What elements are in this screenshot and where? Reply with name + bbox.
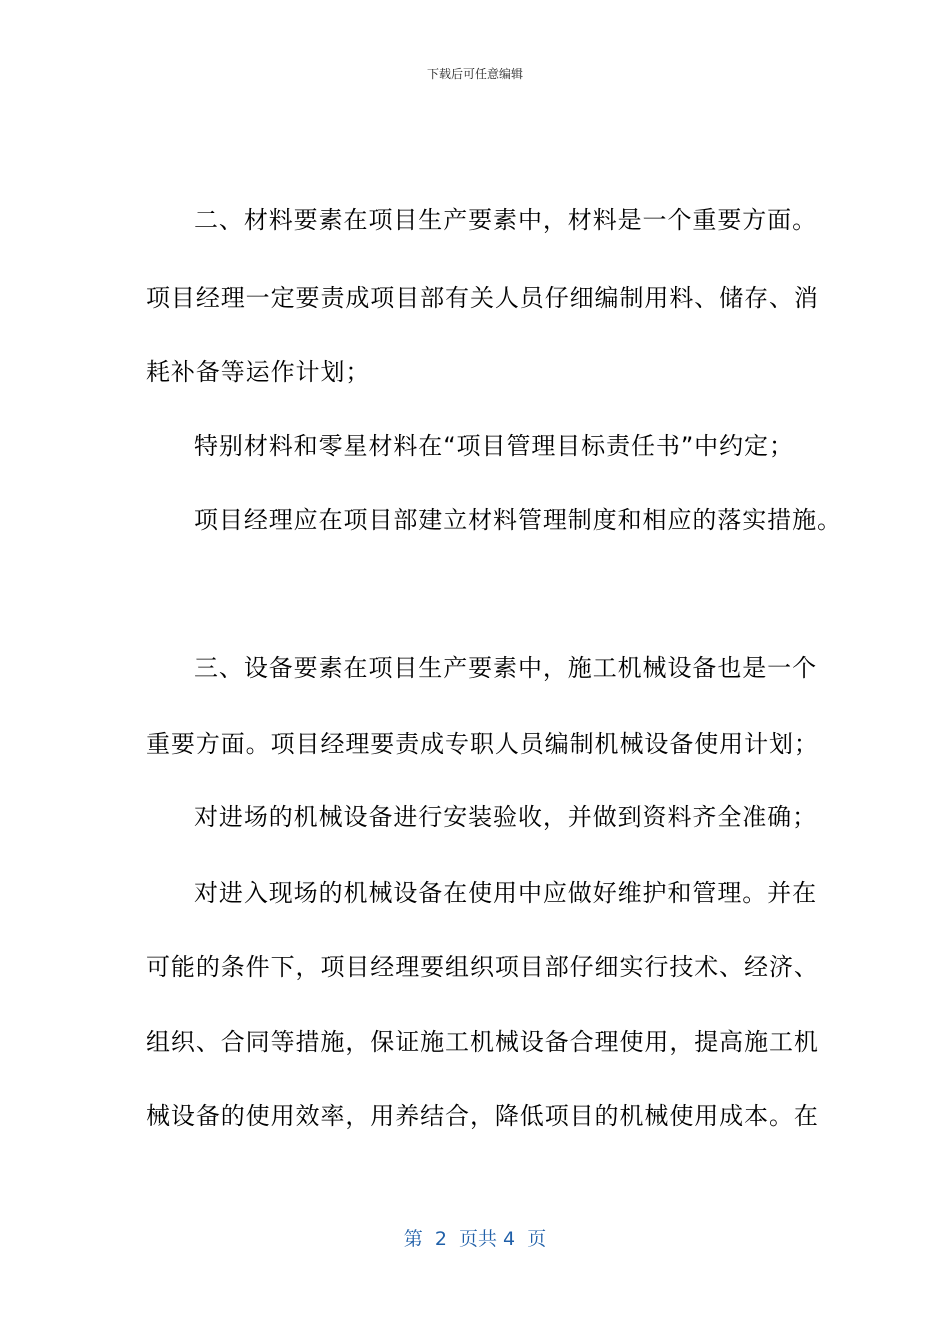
body-line: 组织、合同等措施，保证施工机械设备合理使用，提高施工机 [146,1028,819,1056]
page-header: 下载后可任意编辑 [426,67,523,81]
body-line: 项目经理应在项目部建立材料管理制度和相应的落实措施。 [194,506,842,534]
body-line: 对进场的机械设备进行安装验收，并做到资料齐全准确； [194,803,817,831]
body-line: 可能的条件下，项目经理要组织项目部仔细实行技术、经济、 [146,953,819,981]
body-line: 械设备的使用效率，用养结合，降低项目的机械使用成本。在 [146,1102,819,1130]
body-line: 项目经理一定要责成项目部有关人员仔细编制用料、储存、消 [146,284,819,312]
body-line: 特别材料和零星材料在“项目管理目标责任书”中约定； [194,432,794,460]
page-number: 第 2 页共 4 页 [403,1228,547,1250]
body-line: 二、材料要素在项目生产要素中，材料是一个重要方面。 [194,206,817,234]
body-line: 三、设备要素在项目生产要素中，施工机械设备也是一个 [194,654,817,682]
body-line: 对进入现场的机械设备在使用中应做好维护和管理。并在 [194,879,817,907]
body-line: 耗补备等运作计划； [146,358,371,386]
body-line: 重要方面。项目经理要责成专职人员编制机械设备使用计划； [146,730,819,758]
